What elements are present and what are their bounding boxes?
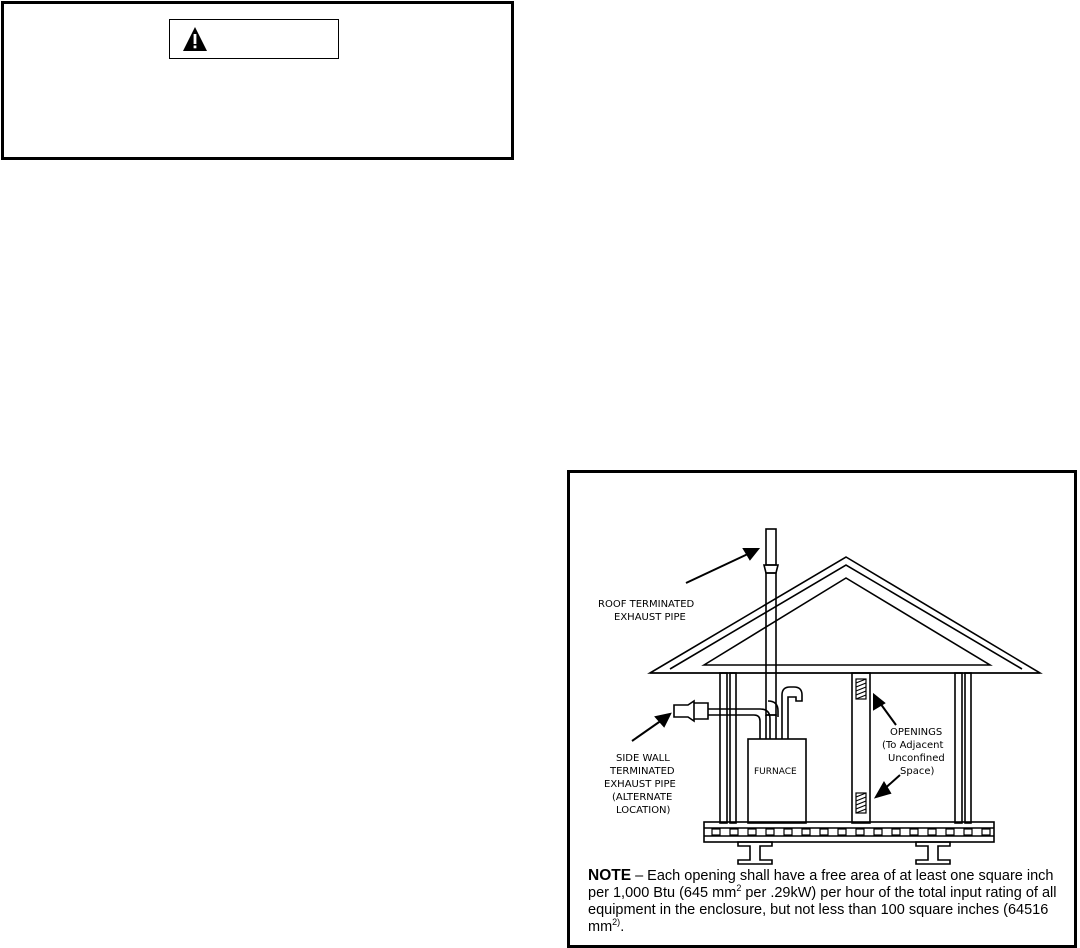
- note-sup1: 2: [736, 883, 742, 894]
- side-wall-label-line1: SIDE WALL: [616, 753, 670, 764]
- roof-pipe-label-line1: ROOF TERMINATED: [598, 599, 695, 610]
- side-wall-label-line3: EXHAUST PIPE: [604, 779, 676, 790]
- warning-label: [169, 19, 339, 59]
- openings-label-line4: Space): [900, 766, 935, 777]
- openings-label-line1: OPENINGS: [890, 727, 943, 738]
- note-text: [588, 867, 1058, 936]
- roof-pipe-label-line2: EXHAUST PIPE: [614, 612, 686, 623]
- openings-label-line2: (To Adjacent: [882, 740, 944, 751]
- note-text-part2: per .29kW) per hour of the total input rating of all equipment in the enclosure, but not less than 100 square inches (64516 mm: [588, 885, 1057, 935]
- note-text-part3: .: [620, 919, 625, 935]
- note-heading: NOTE: [588, 867, 632, 884]
- side-wall-label-line5: LOCATION): [616, 805, 671, 816]
- furnace-label: FURNACE: [754, 767, 797, 777]
- note-sup2: 2): [612, 917, 621, 928]
- side-wall-label-line2: TERMINATED: [610, 766, 675, 777]
- warning-triangle-icon: [182, 26, 208, 52]
- warning-box: [1, 1, 514, 160]
- roof-inner: [704, 578, 990, 665]
- roof-outer: [650, 557, 1040, 673]
- openings-label-line3: Unconfined: [888, 753, 945, 764]
- figure-box: [567, 470, 1077, 948]
- note-text-part1: – Each opening shall have a free area of at least one square inch per 1,000 Btu (645 mm: [588, 868, 1054, 901]
- furnace-unit: [748, 739, 806, 823]
- side-wall-label-line4: (ALTERNATE: [612, 792, 673, 803]
